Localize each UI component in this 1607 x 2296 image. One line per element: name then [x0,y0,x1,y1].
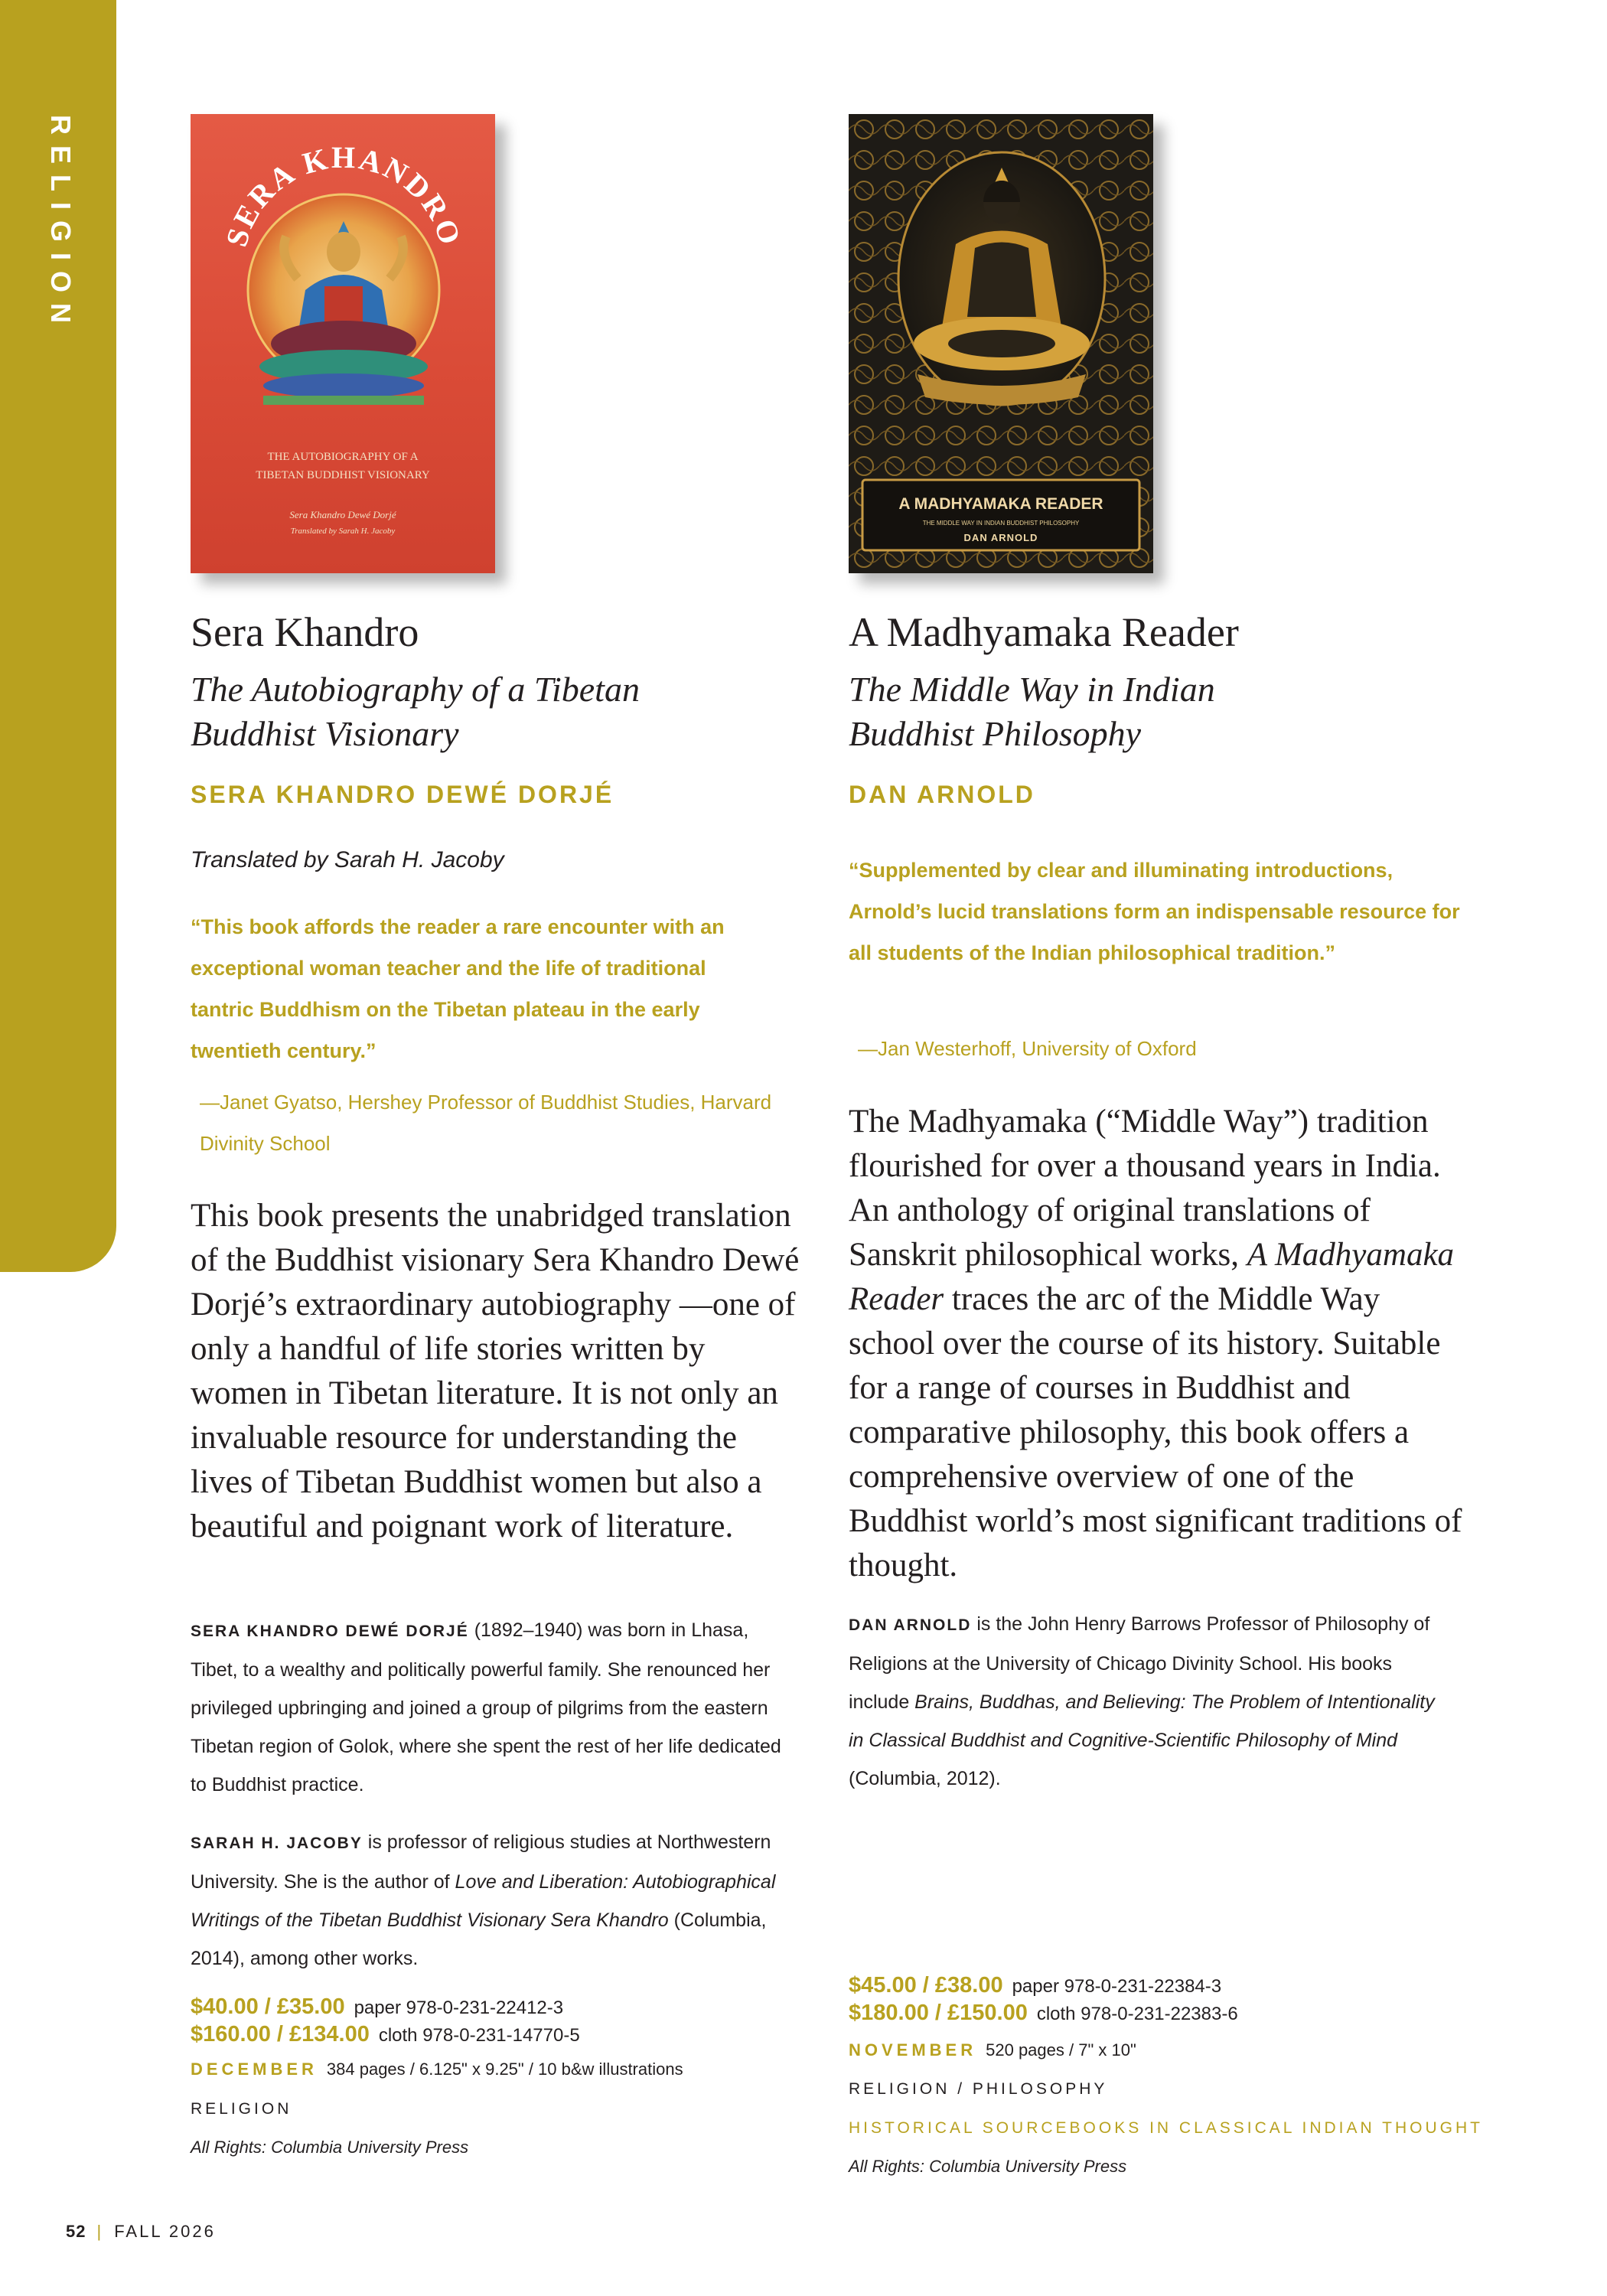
translator-bio [191,1823,795,1978]
book-title: A Madhyamaka Reader [849,609,1239,655]
pub-month: DECEMBER [191,2060,318,2079]
cover-subtitle: THE MIDDLE WAY IN INDIAN BUDDHIST PHILOSOPHY [922,520,1080,527]
pub-specs-text: 520 pages / 7" x 10" [986,2040,1136,2060]
price-paper-amount: $45.00 / £38.00 [849,1973,1003,1998]
translator-bio-book-title: Love and Liberation: Autobiographical Writings of the Tibetan Buddhist Visionary Sera Khandro [191,1871,776,1931]
rights-note: All Rights: Columbia University Press [191,2138,469,2157]
series-name: HISTORICAL SOURCEBOOKS IN CLASSICAL INDIAN THOUGHT [849,2119,1483,2137]
cover-title: SERA KHANDRO [219,139,468,251]
cover-title: A MADHYAMAKA READER [898,495,1103,513]
subject-category: RELIGION / PHILOSOPHY [849,2080,1108,2098]
subject-category: RELIGION [191,2100,292,2118]
pub-month: NOVEMBER [849,2040,977,2060]
author-bio-name: SERA KHANDRO DEWÉ DORJÉ [191,1623,469,1640]
cover-author: DAN ARNOLD [963,532,1038,543]
translator-bio-text-end: (Columbia, 2014), among other works. [191,1910,767,1969]
book-description-title: A Madhyamaka Reader [849,1237,1455,1317]
cover-art [849,114,1153,573]
author-bio [191,1611,787,1804]
price-paper [849,1973,1221,1998]
author-bio-text-end: (Columbia, 2012). [849,1768,1001,1789]
page-number: 52 [66,2222,86,2241]
pub-specs [191,2060,683,2079]
pub-specs-text: 384 pages / 6.125" x 9.25" / 10 b&w illustrations [326,2060,683,2079]
book-author: SERA KHANDRO DEWÉ DORJÉ [191,781,614,808]
cover-author: Sera Khandro Dewé Dorjé [289,509,396,520]
price-cloth [191,2022,580,2047]
price-cloth [849,2001,1238,2026]
price-cloth-amount: $180.00 / £150.00 [849,2001,1028,2025]
pub-specs [849,2040,1136,2060]
author-bio-book-title: Brains, Buddhas, and Believing: The Problem of Intentionality in Classical Buddhist and Cognitive-Scientific Philosophy of Mind [849,1691,1435,1751]
author-bio [849,1605,1453,1798]
translator-bio-name: SARAH H. JACOBY [191,1835,363,1852]
translator-credit: Translated by Sarah H. Jacoby [191,847,504,872]
book-cover-madhyamaka-reader [849,114,1153,573]
footer-separator: | [96,2222,104,2241]
author-bio-name: DAN ARNOLD [849,1616,972,1634]
section-tab [0,0,116,1272]
book-description: This book presents the unabridged translation of the Buddhist visionary Sera Khandro Dewé Dorjé’s extraordinary autobiography —one of only a handful of life stories written by women in Tibetan literature. It is not only an invaluable resource for understanding the lives of Tibetan Buddhist women but also a beautiful and poignant work of literature. [191,1198,800,1544]
author-bio-text: (1892–1940) was born in Lhasa, Tibet, to a wealthy and politically powerful family. She renounced her privileged upbringing and joined a group of pilgrims from the eastern Tibetan region of Golok, where she spent the rest of her life dedicated to Buddhist practice. [191,1619,781,1795]
translator-bio-text: is professor of religious studies at Northwestern University. She is the author of [191,1831,771,1893]
book-description-text: The Madhyamaka (“Middle Way”) tradition flourished for over a thousand years in India. An anthology of original translations of Sanskrit philosophical works, [849,1104,1441,1273]
book-title: Sera Khandro [191,609,419,655]
cover-art [191,114,495,573]
book-description-text-end: traces the arc of the Middle Way school over the course of its history. Suitable for a range of courses in Buddhist and comparative philosophy, this book offers a comprehensive overview of one of the Buddhist world’s most significant traditions of thought. [849,1281,1462,1583]
author-bio-text: is the John Henry Barrows Professor of Philosophy of Religions at the University of Chicago Divinity School. His books include [849,1613,1430,1713]
price-paper-amount: $40.00 / £35.00 [191,1994,345,2019]
book-cover-sera-khandro [191,114,495,573]
book-description [849,1100,1468,1588]
blurb-attribution: —Janet Gyatso, Hershey Professor of Buddhist Studies, Harvard Divinity School [200,1091,772,1155]
book-subtitle: The Autobiography of a Tibetan Buddhist Visionary [191,670,640,753]
page-footer [66,2222,216,2242]
blurb-quote: “This book affords the reader a rare encounter with an exceptional woman teacher and the life of traditional tantric Buddhism on the Tibetan plateau in the early twentieth century.” [191,915,725,1062]
cover-subtitle-line1: THE AUTOBIOGRAPHY OF A [267,451,419,463]
cover-subtitle-line2: TIBETAN BUDDHIST VISIONARY [256,469,430,481]
price-cloth-isbn: cloth 978-0-231-22383-6 [1036,2004,1238,2024]
blurb-quote: “Supplemented by clear and illuminating introductions, Arnold’s lucid translations form an indispensable resource for all students of the Indian philosophical tradition.” [849,859,1460,964]
price-cloth-amount: $160.00 / £134.00 [191,2022,370,2047]
blurb-attribution: —Jan Westerhoff, University of Oxford [858,1037,1197,1060]
catalog-season: FALL 2026 [114,2222,216,2241]
cover-translator: Translated by Sarah H. Jacoby [290,527,396,536]
book-author: DAN ARNOLD [849,781,1035,808]
section-tab-label: RELIGION [45,115,77,334]
price-paper-isbn: paper 978-0-231-22412-3 [354,1998,564,2018]
price-paper-isbn: paper 978-0-231-22384-3 [1012,1976,1222,1997]
price-paper [191,1994,563,2020]
rights-note: All Rights: Columbia University Press [849,2157,1127,2176]
book-subtitle: The Middle Way in Indian Buddhist Philosophy [849,670,1215,753]
price-cloth-isbn: cloth 978-0-231-14770-5 [378,2025,580,2046]
